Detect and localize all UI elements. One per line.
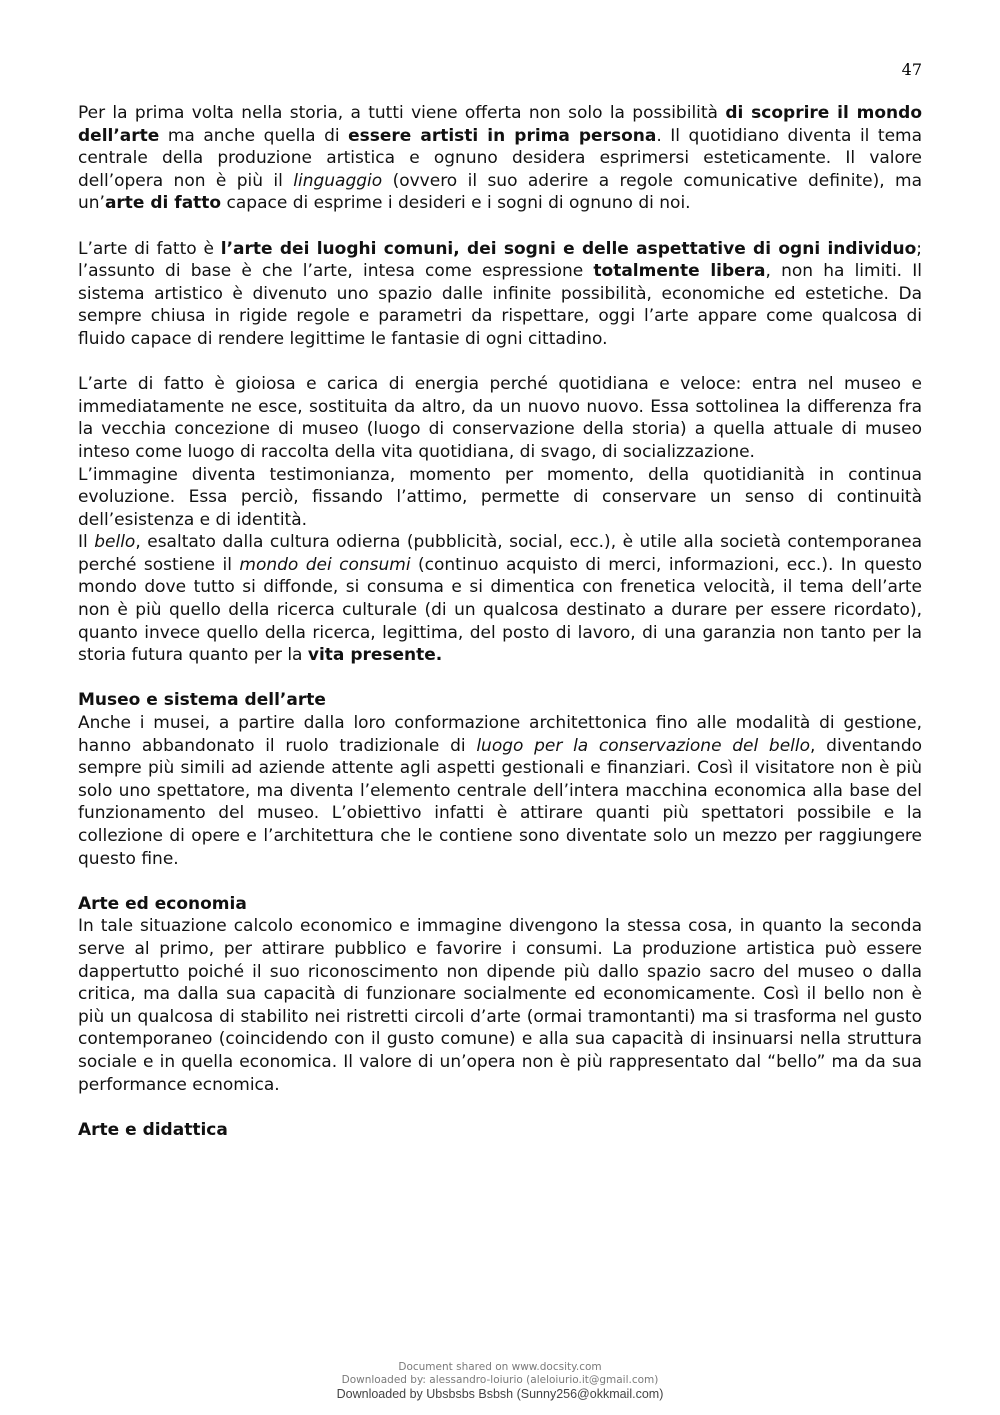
bold-text: vita presente. [307,645,443,666]
section-heading-museo: Museo e sistema dell’arte [78,690,326,711]
text-run: (ovvero il suo aderire a regole comunicative definite), ma un’ [78,170,922,214]
text-run: Il [78,532,95,553]
page-footer [0,1361,1000,1402]
footer-downloaded-by-line: Downloaded by Ubsbsbs Bsbsh (Sunny256@okkmail.com) [336,1387,664,1401]
text-run: , non ha limiti. Il sistema artistico è divenuto uno spazio dalle infinite possibilità, economiche ed estetiche. Da sempre chiusa in rigide regole e parametri da rispettare, oggi l’arte appare come qualcosa di fluido capace di rendere legittime le fantasie di ogni cittadino. [78,261,922,349]
bold-text: di scoprire il mondo dell’arte [78,103,923,146]
page-number: 47 [901,60,922,79]
italic-text: mondo dei consumi [239,554,411,575]
text-run: ma anche quella di [159,125,349,146]
text-run: Anche i musei, a partire dalla loro conformazione architettonica fino alle modalità di gestione, hanno abbandonato il ruolo tradizionale di [78,713,922,756]
text-run: ; l’assunto di base è che l’arte, intesa come espressione [78,238,922,282]
italic-text: linguaggio [293,170,383,191]
text-run: , esaltato dalla cultura odierna (pubblicità, social, ecc.), è utile alla società contemporanea perché sostiene il [78,532,922,575]
section-text-museo [78,712,922,870]
paragraph-2 [78,238,922,351]
paragraph-3: L’arte di fatto è gioiosa e carica di energia perché quotidiana e veloce: entra nel museo e immediatamente ne esce, sostituita da altro, da un nuovo nuovo. Essa sottolinea la differenza fra la vecchia concezione di museo (luogo di conservazione della storia) a quella attuale di museo inteso come luogo di raccolta della vita quotidiana, di svago, di socializzazione. [78,374,922,462]
bold-text: l’arte dei luoghi comuni, dei sogni e delle aspettative di ogni individuo [220,238,917,259]
document-body [78,102,922,1141]
section-text-economia: In tale situazione calcolo economico e immagine divengono la stessa cosa, in quanto la seconda serve al primo, per attirare pubblico e favorire i consumi. La produzione artistica può essere dappertutto poiché il suo riconoscimento non dipende più dallo spazio sacro del museo o dalla critica, ma dalla sua capacità di funzionare socialmente ed economicamente. Così il bello non è più un qualcosa di stabilito nei ristretti circoli d’arte (ormai tramontanti) ma si trasforma nel gusto contemporaneo (coincidendo con il gusto comune) e alla sua capacità di insinuarsi nella struttura sociale e in quella economica. Il valore di un’opera non è più rappresentato dal “bello” ma da sua performance ecnomica. [78,916,922,1095]
paragraph-5 [78,531,922,667]
bold-text: arte di fatto [104,193,222,214]
text-run: . Il quotidiano diventa il tema centrale della produzione artistica e ognuno desidera esprimersi esteticamente. Il valore dell’opera non è più il [78,125,923,191]
paragraph-4: L’immagine diventa testimonianza, momento per momento, della quotidianità in continua evoluzione. Essa perciò, fissando l’attimo, permette di conservare un senso di continuità dell’esistenza e di identità. [78,464,922,530]
paragraph-1 [78,102,922,215]
italic-text: bello [94,532,136,553]
bold-text: essere artisti in prima persona [348,125,657,146]
text-run: L’arte di fatto è [78,238,221,259]
text-run: capace di esprime i desideri e i sogni di ognuno di noi. [221,193,691,214]
section-heading-didattica: Arte e didattica [78,1119,228,1140]
footer-shared-line: Document shared on www.docsity.com [398,1361,602,1373]
text-run: , diventando sempre più simili ad aziende attente agli aspetti gestionali e finanziari. Così il visitatore non è più solo uno spettatore, ma diventa l’elemento centrale dell’intera macchina economica alla base del funzionamento del museo. L’obiettivo infatti è attirare quanti più spettatori possibile e la collezione di opere e l’architettura che le contiene sono diventate solo un mezzo per raggiungere questo fine. [78,735,923,869]
section-heading-economia: Arte ed economia [78,893,247,914]
text-run: (continuo acquisto di merci, informazioni, ecc.). In questo mondo dove tutto si diffonde, si consuma e si dimentica con frenetica velocità, il tema dell’arte non è più quello della ricerca culturale (di un qualcosa destinato a durare per essere ricordato), quanto invece quello della ricerca, legittima, del posto di lavoro, di una garanzia non tanto per la storia futura quanto per la [78,554,922,666]
text-run: Per la prima volta nella storia, a tutti viene offerta non solo la possibilità [78,103,726,123]
bold-text: totalmente libera [593,261,766,282]
italic-text: luogo per la conservazione del bello [476,735,811,756]
footer-downloaded-line: Downloaded by: alessandro-loiurio (aleloiurio.it@gmail.com) [341,1374,659,1386]
